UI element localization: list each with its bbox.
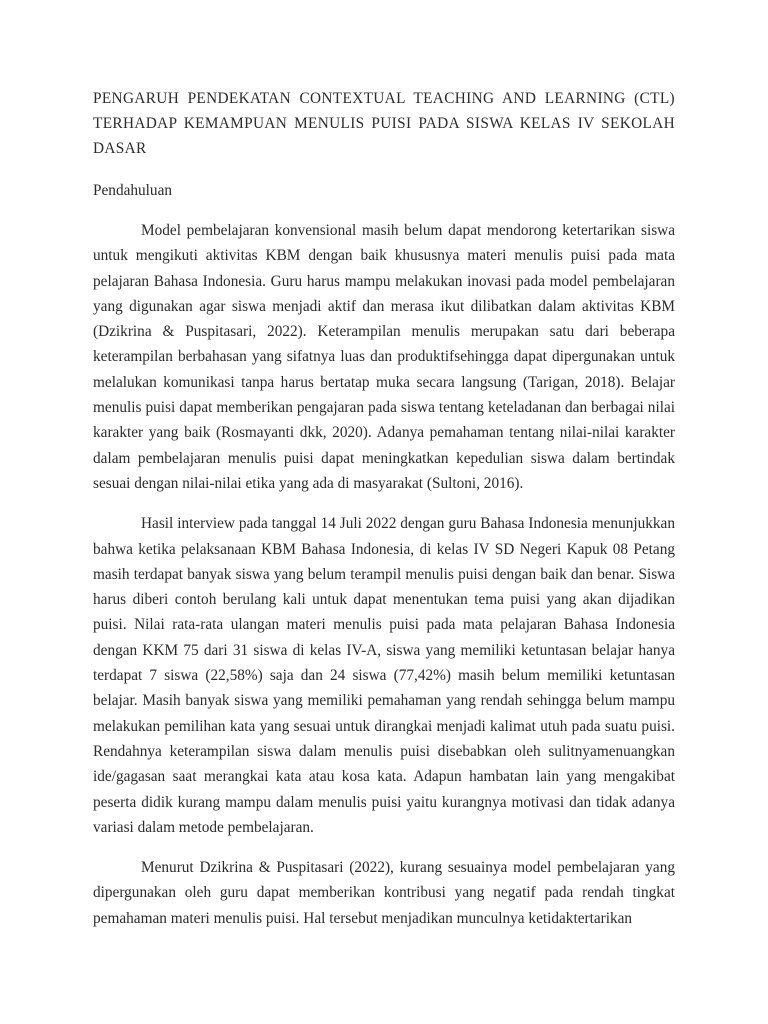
- document-title: PENGARUH PENDEKATAN CONTEXTUAL TEACHING AND LEARNING (CTL) TERHADAP KEMAMPUAN MENULIS PUISI PADA SISWA KELAS IV SEKOLAH DASAR: [93, 90, 675, 157]
- section-heading: Pendahuluan: [93, 182, 173, 199]
- paragraph-2: Hasil interview pada tanggal 14 Juli 2022 dengan guru Bahasa Indonesia menunjukkan bahwa ketika pelaksanaan KBM Bahasa Indonesia, di kelas IV SD Negeri Kapuk 08 Petang masih terdapat banyak siswa yang belum terampil menulis puisi dengan baik dan benar. Siswa harus diberi contoh berulang kali untuk dapat menentukan tema puisi yang akan dijadikan puisi. Nilai rata-rata ulangan materi menulis puisi pada mata pelajaran Bahasa Indonesia dengan KKM 75 dari 31 siswa di kelas IV-A, siswa yang memiliki ketuntasan belajar hanya terdapat 7 siswa (22,58%) saja dan 24 siswa (77,42%) masih belum memiliki ketuntasan belajar. Masih banyak siswa yang memiliki pemahaman yang rendah sehingga belum mampu melakukan pemilihan kata yang sesuai untuk dirangkai menjadi kalimat utuh pada suatu puisi. Rendahnya keterampilan siswa dalam menulis puisi disebabkan oleh sulitnyamenuangkan ide/gagasan saat merangkai kata atau kosa kata. Adapun hambatan lain yang mengakibat peserta didik kurang mampu dalam menulis puisi yaitu kurangnya motivasi dan tidak adanya variasi dalam metode pembelajaran.: [93, 515, 675, 836]
- document-page: [93, 86, 675, 931]
- paragraph-1: Model pembelajaran konvensional masih belum dapat mendorong ketertarikan siswa untuk mengikuti aktivitas KBM dengan baik khususnya materi menulis puisi pada mata pelajaran Bahasa Indonesia. Guru harus mampu melakukan inovasi pada model pembelajaran yang digunakan agar siswa menjadi aktif dan merasa ikut dilibatkan dalam aktivitas KBM (Dzikrina & Puspitasari, 2022). Keterampilan menulis merupakan satu dari beberapa keterampilan berbahasan yang sifatnya luas dan produktifsehingga dapat dipergunakan untuk melalukan komunikasi tanpa harus bertatap muka secara langsung (Tarigan, 2018). Belajar menulis puisi dapat memberikan pengajaran pada siswa tentang keteladanan dan berbagai nilai karakter yang baik (Rosmayanti dkk, 2020). Adanya pemahaman tentang nilai-nilai karakter dalam pembelajaran menulis puisi dapat meningkatkan kepedulian siswa dalam bertindak sesuai dengan nilai-nilai etika yang ada di masyarakat (Sultoni, 2016).: [93, 222, 675, 492]
- paragraph-3: Menurut Dzikrina & Puspitasari (2022), kurang sesuainya model pembelajaran yang dipergunakan oleh guru dapat memberikan kontribusi yang negatif pada rendah tingkat pemahaman materi menulis puisi. Hal tersebut menjadikan munculnya ketidaktertarikan: [93, 859, 675, 927]
